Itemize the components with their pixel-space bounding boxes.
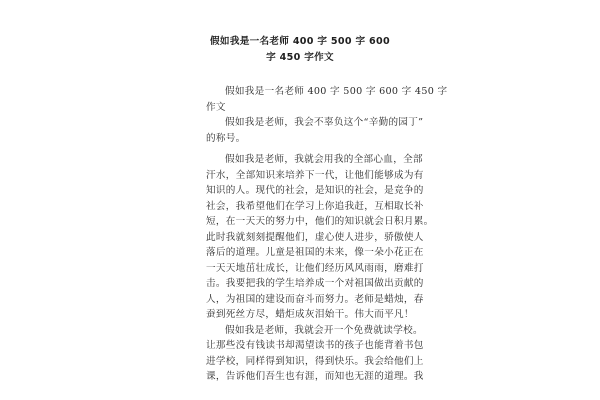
text-line: 汗水，全部知识来培养下一代，让他们能够成为有 [206,169,424,181]
text-line: 让那些没有钱读书却渴望读书的孩子也能背着书包 [206,340,424,351]
text-line: 的称号。 [206,132,246,144]
text-line: 知识的人。现代的社会，是知识的社会，是竞争的 [206,185,424,196]
text-line: 人，为祖国的建设而奋斗而努力。老师是蜡烛，春 [206,293,424,305]
article-title [190,34,410,65]
text-line: 一天天地茁壮成长，让他们经历风风雨雨，磨难打 [206,262,424,274]
text-line: 进学校，同样得到知识，得到快乐。我会给他们上 [206,355,424,367]
text-line: 击。我要把我的学生培养成一个对祖国做出贡献的 [206,278,424,289]
text-line: 蚕到死丝方尽，蜡炬成灰泪始干。伟大而平凡！ [206,309,414,320]
text-line: 假如我是一名老师 400 字 500 字 600 字 450 字 [225,86,448,97]
title-line: 字 450 字作文 [266,51,334,63]
text-line: 落后的道理。儿童是祖国的未来，像一朵小花正在 [206,247,424,258]
paragraph [206,84,448,115]
title-line: 假如我是一名老师 400 字 500 字 600 [210,36,390,47]
text-line: 假如我是老师，我就会开一个免费就读学校。 [225,324,423,336]
text-line: 短，在一天天的努力中，他们的知识就会日积月累。 [206,216,434,227]
text-line: 假如我是老师，我会不辜负这个“辛勤的园丁” [225,117,424,128]
text-line: 作文 [206,101,226,113]
paragraph [206,323,424,385]
paragraph [206,152,434,323]
text-line: 假如我是老师，我就会用我的全部心血，全部 [225,154,423,165]
article-body [206,84,448,385]
paragraph [206,115,424,146]
text-line: 社会，我希望他们在学习上你追我赶，互相取长补 [206,200,424,212]
text-line: 此时我就刻刻提醒他们，虚心使人进步，骄傲使人 [206,231,424,243]
text-line: 课，告诉他们吾生也有涯，而知也无涯的道理。我 [206,371,424,382]
